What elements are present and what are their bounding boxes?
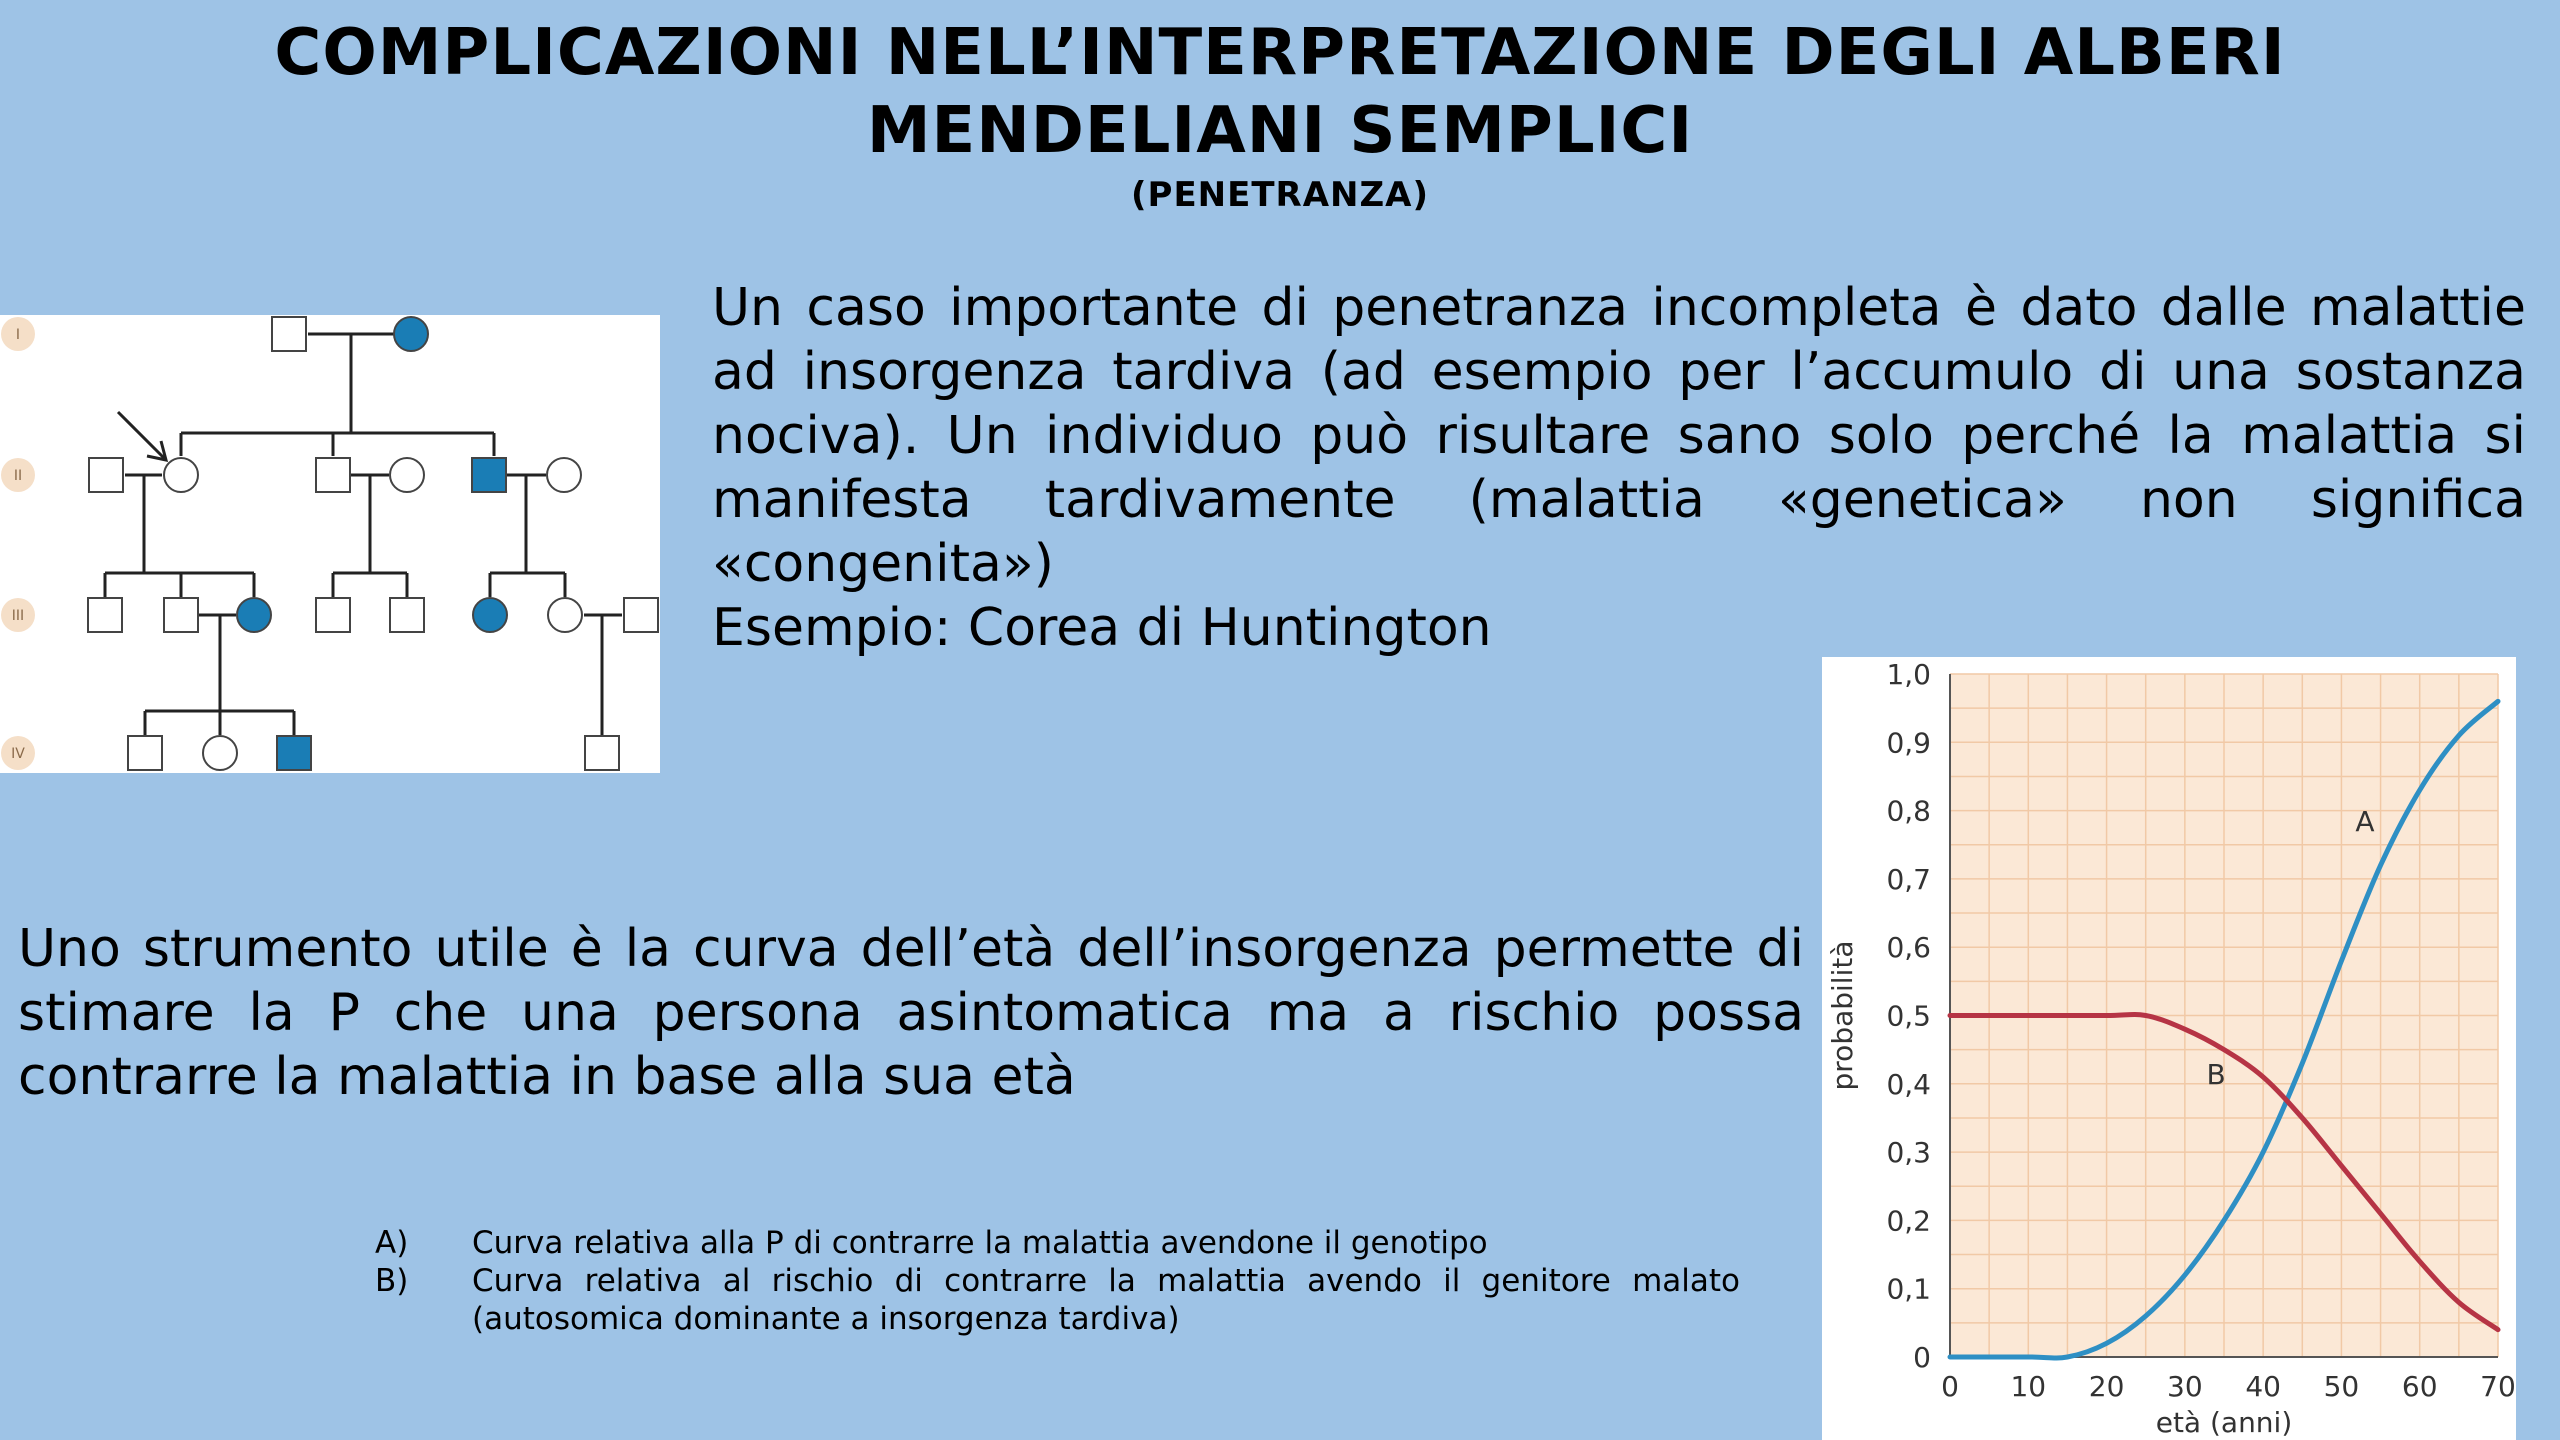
male-unaffected-icon (316, 598, 350, 632)
male-unaffected-icon (128, 736, 162, 770)
female-proband-icon (164, 458, 198, 492)
y-tick-label: 0,3 (1886, 1136, 1931, 1170)
x-tick-label: 40 (2245, 1370, 2281, 1403)
legend-key: B) (375, 1263, 409, 1299)
pedigree-diagram (0, 315, 660, 773)
series-label-b: B (2206, 1057, 2226, 1091)
generation-label: IV (11, 746, 25, 762)
proband-arrow-icon (118, 412, 164, 458)
female-unaffected-icon (390, 458, 424, 492)
y-tick-label: 0,7 (1886, 862, 1931, 896)
male-affected-icon (472, 458, 506, 492)
penetrance-paragraph: Un caso importante di penetranza incompleta è dato dalle malattie ad insorgenza tardiva (ad esempio per l’accumulo di una sostanza nociva). Un individuo può risultare sano solo perché la malattia si manifesta tardivamente (malattia «genetica» non significa «congenita») (712, 278, 2526, 594)
y-tick-label: 0,1 (1886, 1272, 1931, 1306)
female-unaffected-icon (547, 458, 581, 492)
y-tick-label: 1,0 (1886, 658, 1931, 691)
x-tick-label: 20 (2088, 1370, 2125, 1403)
female-unaffected-icon (203, 736, 237, 770)
y-tick-label: 0,4 (1886, 1067, 1931, 1101)
x-tick-label: 0 (1941, 1370, 1959, 1403)
y-tick-label: 0 (1913, 1341, 1931, 1374)
curve-legend (375, 1224, 1740, 1338)
pedigree-svg (0, 315, 660, 773)
legend-key: A) (375, 1225, 409, 1261)
legend-text: Curva relativa alla P di contrarre la malattia avendone il genotipo (472, 1225, 1488, 1261)
male-affected-icon (277, 736, 311, 770)
y-axis-label: probabilità (1826, 940, 1859, 1091)
example-line: Esempio: Corea di Huntington (712, 598, 1492, 658)
female-affected-icon (473, 598, 507, 632)
series-label-a: A (2355, 805, 2375, 839)
y-tick-label: 0,2 (1886, 1204, 1931, 1238)
x-tick-label: 50 (2323, 1370, 2360, 1403)
x-tick-label: 60 (2401, 1370, 2438, 1403)
penetrance-text (712, 276, 2526, 660)
male-unaffected-icon (89, 458, 123, 492)
male-unaffected-icon (88, 598, 122, 632)
y-tick-label: 0,6 (1886, 931, 1931, 965)
onset-age-chart (1822, 657, 2516, 1440)
male-unaffected-icon (272, 317, 306, 351)
y-tick-label: 0,9 (1886, 726, 1931, 760)
female-affected-icon (394, 317, 428, 351)
chart-svg (1822, 657, 2516, 1440)
legend-text: Curva relativa al rischio di contrarre la malattia avendo il genitore malato (autosomica dominante a insorgenza tardiva) (472, 1263, 1740, 1337)
slide-subtitle: (PENETRANZA) (1130, 175, 1429, 215)
male-unaffected-icon (585, 736, 619, 770)
title-block (0, 14, 2560, 216)
x-tick-label: 30 (2167, 1370, 2203, 1403)
female-affected-icon (237, 598, 271, 632)
y-tick-label: 0,8 (1886, 794, 1931, 828)
male-unaffected-icon (164, 598, 198, 632)
male-unaffected-icon (624, 598, 658, 632)
x-tick-label: 10 (2010, 1370, 2047, 1403)
legend-row-a (375, 1224, 1740, 1262)
onset-curve-paragraph: Uno strumento utile è la curva dell’età dell’insorgenza permette di stimare la P che una persona asintomatica ma a rischio possa contrarre la malattia in base alla sua età (18, 919, 1804, 1107)
slide-title-line-2: MENDELIANI SEMPLICI (866, 94, 1694, 168)
legend-row-b (375, 1262, 1740, 1338)
generation-label: I (15, 327, 21, 343)
generation-label: II (13, 468, 23, 484)
slide-title-line-1: COMPLICAZIONI NELL’INTERPRETAZIONE DEGLI ALBERI (274, 16, 2286, 90)
male-unaffected-icon (390, 598, 424, 632)
generation-label: III (11, 608, 25, 624)
male-unaffected-icon (316, 458, 350, 492)
x-axis-label: età (anni) (2155, 1406, 2293, 1439)
x-tick-label: 70 (2480, 1370, 2516, 1403)
y-tick-label: 0,5 (1886, 999, 1931, 1033)
female-unaffected-icon (548, 598, 582, 632)
